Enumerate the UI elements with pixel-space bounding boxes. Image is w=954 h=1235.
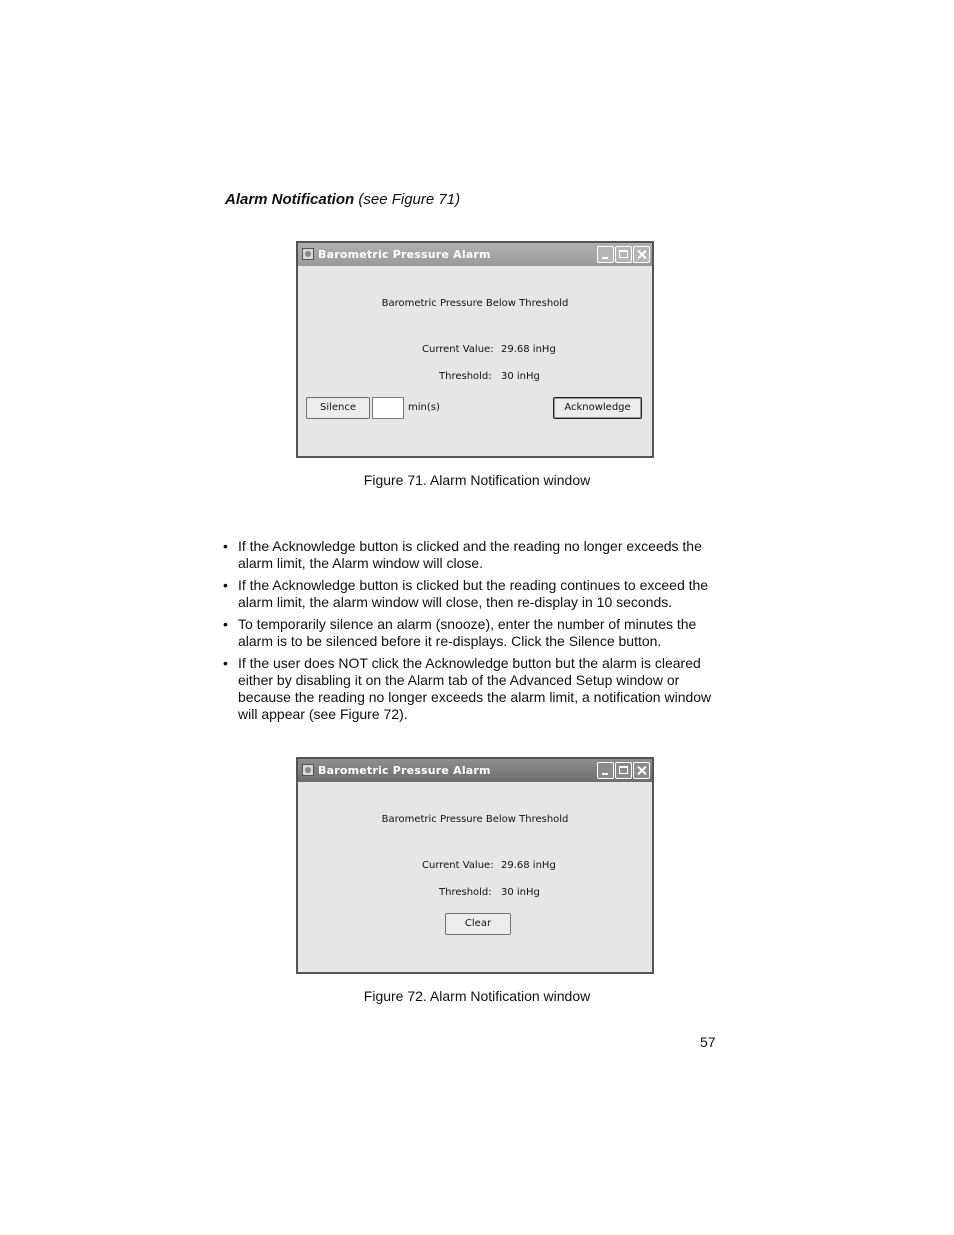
maximize-icon[interactable] — [615, 762, 632, 779]
current-value-label: Current Value: — [422, 860, 494, 871]
current-value: 29.68 inHg — [501, 860, 556, 871]
alarm-window-figure71 — [296, 241, 654, 458]
close-icon[interactable] — [633, 246, 650, 263]
alarm-message: Barometric Pressure Below Threshold — [381, 814, 569, 825]
figure71-caption: Figure 71. Alarm Notification window — [363, 472, 591, 488]
bullet-list — [221, 538, 721, 728]
threshold-value: 30 inHg — [501, 371, 540, 382]
window-title: Barometric Pressure Alarm — [318, 248, 491, 261]
alarm-message: Barometric Pressure Below Threshold — [381, 298, 569, 309]
minimize-icon[interactable] — [597, 246, 614, 263]
bullet-item: • If the Acknowledge button is clicked and the reading no longer exceeds the alarm limit, the Alarm window will close. — [221, 538, 721, 572]
alarm-window-figure72 — [296, 757, 654, 974]
window-title: Barometric Pressure Alarm — [318, 764, 491, 777]
minimize-icon[interactable] — [597, 762, 614, 779]
bullet-item: • If the user does NOT click the Acknowledge button but the alarm is cleared either by disabling it on the Alarm tab of the Advanced Setup window or because the reading no longer exceeds the alarm limit, a notification window will appear (see Figure 72). — [221, 655, 721, 723]
silence-minutes-input[interactable] — [372, 397, 404, 419]
title-bar[interactable] — [298, 759, 652, 782]
app-icon — [302, 248, 314, 260]
silence-button[interactable]: Silence — [306, 397, 370, 419]
section-heading-bold: Alarm Notification — [225, 191, 355, 208]
clear-button[interactable]: Clear — [445, 913, 511, 935]
threshold-label: Threshold: — [439, 887, 492, 898]
section-heading — [225, 191, 460, 208]
close-icon[interactable] — [633, 762, 650, 779]
threshold-label: Threshold: — [439, 371, 492, 382]
acknowledge-button[interactable]: Acknowledge — [553, 397, 642, 419]
maximize-icon[interactable] — [615, 246, 632, 263]
threshold-value: 30 inHg — [501, 887, 540, 898]
figure72-caption: Figure 72. Alarm Notification window — [363, 988, 591, 1004]
minutes-label: min(s) — [408, 402, 440, 413]
title-bar[interactable] — [298, 243, 652, 266]
page-number: 57 — [700, 1034, 716, 1050]
bullet-item: • If the Acknowledge button is clicked but the reading continues to exceed the alarm limit, the alarm window will close, then re-display in 10 seconds. — [221, 577, 721, 611]
current-value: 29.68 inHg — [501, 344, 556, 355]
current-value-label: Current Value: — [422, 344, 494, 355]
app-icon — [302, 764, 314, 776]
bullet-item: • To temporarily silence an alarm (snooze), enter the number of minutes the alarm is to be silenced before it re-displays. Click the Silence button. — [221, 616, 721, 650]
section-heading-reference: (see Figure 71) — [354, 191, 461, 208]
